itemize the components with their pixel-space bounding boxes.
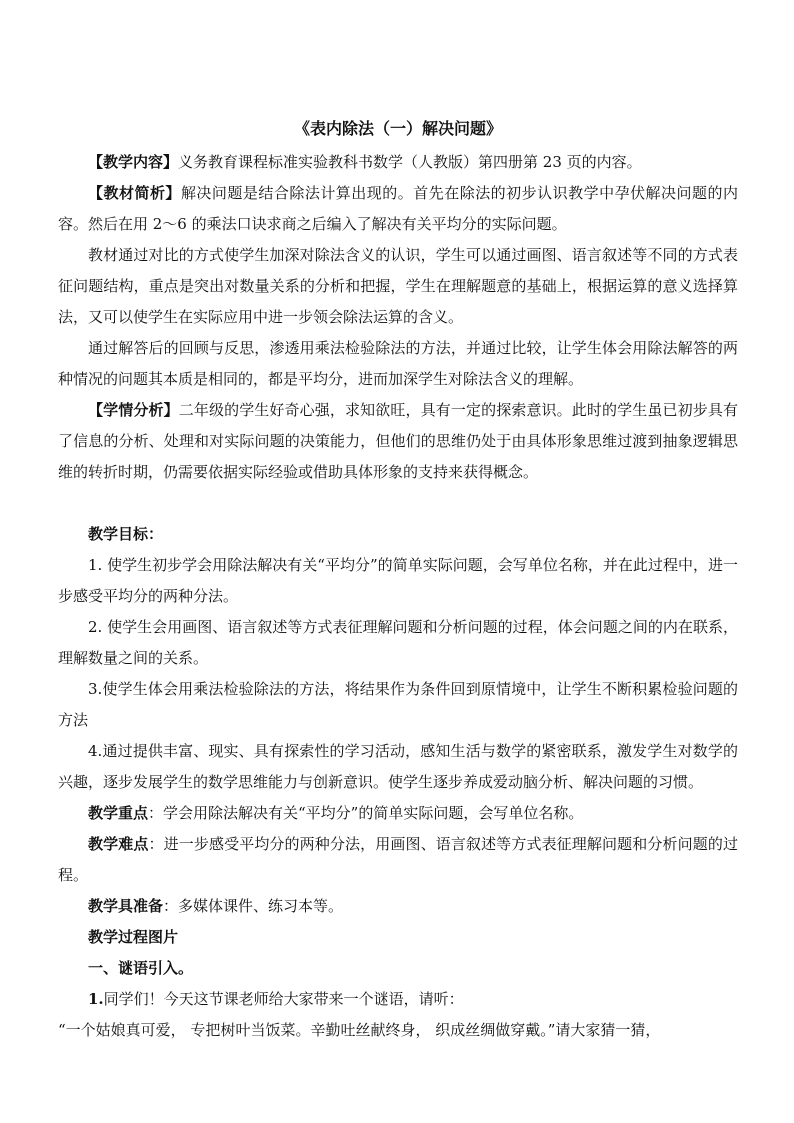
difficulty-text: ：进一步感受平均分的两种分法，用画图、语言叙述等方式表征理解问题和分析问题的过程。: [58, 835, 738, 884]
goal-item: 1. 使学生初步学会用除法解决有关“平均分”的简单实际问题，会写单位名称，并在此过程中，进一步感受平均分的两种分法。: [58, 556, 738, 605]
prep-text: ：多媒体课件、练习本等。: [163, 897, 344, 915]
goal-item: 4.通过提供丰富、现实、具有探索性的学习活动，感知生活与数学的紧密联系，激发学生对数学的兴趣，逐步发展学生的数学思维能力与创新意识。使学生逐步养成爱动脑分析、解决问题的习惯。: [58, 742, 738, 791]
learning-analysis-text: 二年级的学生好奇心强，求知欲旺，具有一定的探索意识。此时的学生虽已初步具有了信息的分析、处理和对实际问题的决策能力，但他们的思维仍处于由具体形象思维过渡到抽象逻辑思维的转折时期，仍需要依据实际经验或借助具体形象的支持来获得概念。: [58, 401, 738, 481]
prep-paragraph: [58, 891, 738, 922]
prep-label: 教学具准备: [88, 897, 164, 915]
section-heading-text: 一、谜语引入。: [88, 959, 194, 977]
step-paragraph: [58, 984, 738, 1015]
teaching-content-text: 义务教育课程标准实验教科书数学（人教版）第四册第 23 页的内容。: [178, 153, 642, 171]
key-point-label: 教学重点: [88, 804, 149, 822]
teaching-content-label: 【教学内容】: [88, 153, 179, 171]
textbook-analysis-text: 解决问题是结合除法计算出现的。首先在除法的初步认识教学中孕伏解决问题的内容。然后在用 2～6 的乘法口诀求商之后编入了解决有关平均分的实际问题。: [58, 184, 738, 233]
textbook-analysis-paragraph: [58, 178, 738, 240]
document-body: [58, 113, 738, 1046]
textbook-paragraph-2: 教材通过对比的方式使学生加深对除法含义的认识，学生可以通过画图、语言叙述等不同的方式表征问题结构，重点是突出对数量关系的分析和把握，学生在理解题意的基础上，根据运算的意义选择算法，又可以使学生在实际应用中进一步领会除法运算的含义。: [58, 246, 738, 326]
blank-line: [58, 488, 738, 519]
textbook-paragraph-3: 通过解答后的回顾与反思，渗透用乘法检验除法的方法，并通过比较，让学生体会用除法解答的两种情况的问题其本质是相同的，都是平均分，进而加深学生对除法含义的理解。: [58, 339, 738, 388]
riddle-paragraph: “一个姑娘真可爱， 专把树叶当饭菜。辛勤吐丝献终身， 织成丝绸做穿戴。”请大家猜一猜，: [58, 1021, 661, 1039]
teaching-content-paragraph: [58, 147, 738, 178]
learning-analysis-label: 【学情分析】: [88, 401, 179, 419]
key-point-text: ：学会用除法解决有关“平均分”的简单实际问题，会写单位名称。: [148, 804, 584, 822]
document-title: 《表内除法（一）解决问题》: [293, 119, 502, 138]
process-heading-text: 教学过程图片: [88, 928, 179, 946]
step-number: 1.: [88, 990, 104, 1008]
process-heading: [58, 922, 738, 953]
goals-heading: [58, 519, 738, 550]
textbook-analysis-label: 【教材简析】: [88, 184, 181, 202]
section-heading: [58, 953, 738, 984]
learning-analysis-paragraph: [58, 395, 738, 488]
goal-item: 2. 使学生会用画图、语言叙述等方式表征理解问题和分析问题的过程，体会问题之间的内在联系，理解数量之间的关系。: [58, 618, 738, 667]
key-point-paragraph: [58, 798, 738, 829]
difficulty-label: 教学难点: [88, 835, 149, 853]
difficulty-paragraph: [58, 829, 738, 891]
goals-heading-text: 教学目标：: [88, 525, 164, 543]
step-text: 同学们！今天这节课老师给大家带来一个谜语，请听：: [103, 990, 464, 1008]
goal-item: 3.使学生体会用乘法检验除法的方法，将结果作为条件回到原情境中，让学生不断积累检验问题的方法: [58, 680, 738, 729]
